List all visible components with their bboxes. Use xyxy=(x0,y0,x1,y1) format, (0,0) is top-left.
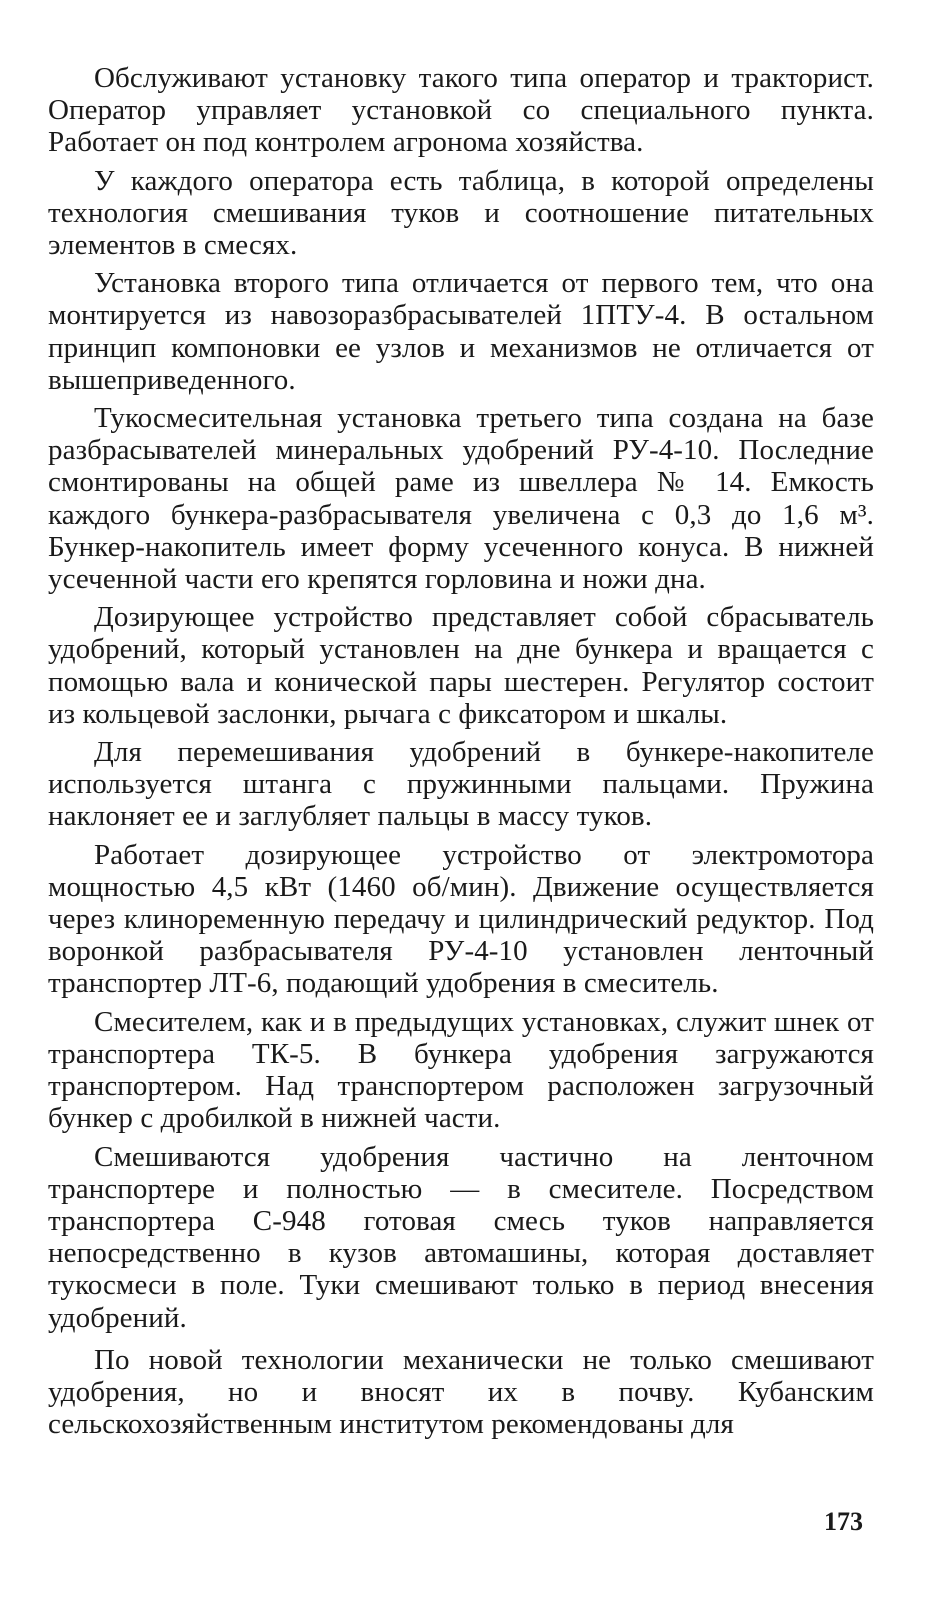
paragraph: Установка второго типа отличается от первого тем, что она монтируется из навозоразбрасывателей 1ПТУ-4. В остальном принцип компоновки ее узлов и механизмов не отличается от вышеприведенного. xyxy=(48,267,874,396)
page-text xyxy=(48,62,874,1446)
paragraph: По новой технологии механически не только смешивают удобрения, но и вносят их в почву. Кубанским сельскохозяйственным институтом рекомендованы для xyxy=(48,1343,874,1441)
paragraph: Обслуживают установку такого типа оператор и тракторист. Оператор управляет установкой со специального пункта. Работает он под контролем агронома хозяйства. xyxy=(48,62,874,159)
paragraph: Тукосмесительная установка третьего типа создана на базе разбрасывателей минеральных удобрений РУ-4-10. Последние смонтированы на общей раме из швеллера № 14. Емкость каждого бункера-разбрасывателя увеличена с 0,3 до 1,6 м³. Бункер-накопитель имеет форму усеченного конуса. В нижней усеченной части его крепятся горловина и ножи дна. xyxy=(48,402,874,596)
paragraph: У каждого оператора есть таблица, в которой определены технология смешивания туков и соотношение питательных элементов в смесях. xyxy=(48,164,874,262)
paragraph: Дозирующее устройство представляет собой сбрасыватель удобрений, который установлен на дне бункера и вращается с помощью вала и конической пары шестерен. Регулятор состоит из кольцевой заслонки, рычага с фиксатором и шкалы. xyxy=(48,601,874,730)
paragraph: Работает дозирующее устройство от электромотора мощностью 4,5 кВт (1460 об/мин). Движение осуществляется через клиноременную передачу и цилиндрический редуктор. Под воронкой разбрасывателя РУ-4-10 установлен ленточный транспортер ЛТ-6, подающий удобрения в смеситель. xyxy=(48,838,874,1000)
paragraph: Для перемешивания удобрений в бункере-накопителе используется штанга с пружинными пальцами. Пружина наклоняет ее и заглубляет пальцы в массу туков. xyxy=(48,736,874,833)
page-number: 173 xyxy=(824,1507,863,1536)
paragraph: Смешиваются удобрения частично на ленточном транспортере и полностью — в смесителе. Посредством транспортера С-948 готовая смесь туков направляется непосредственно в кузов автомашины, которая доставляет тукосмеси в поле. Туки смешивают только в период внесения удобрений. xyxy=(48,1140,874,1334)
paragraph: Смесителем, как и в предыдущих установках, служит шнек от транспортера ТК-5. В бункера удобрения загружаются транспортером. Над транспортером расположен загрузочный бункер с дробилкой в нижней части. xyxy=(48,1005,874,1135)
